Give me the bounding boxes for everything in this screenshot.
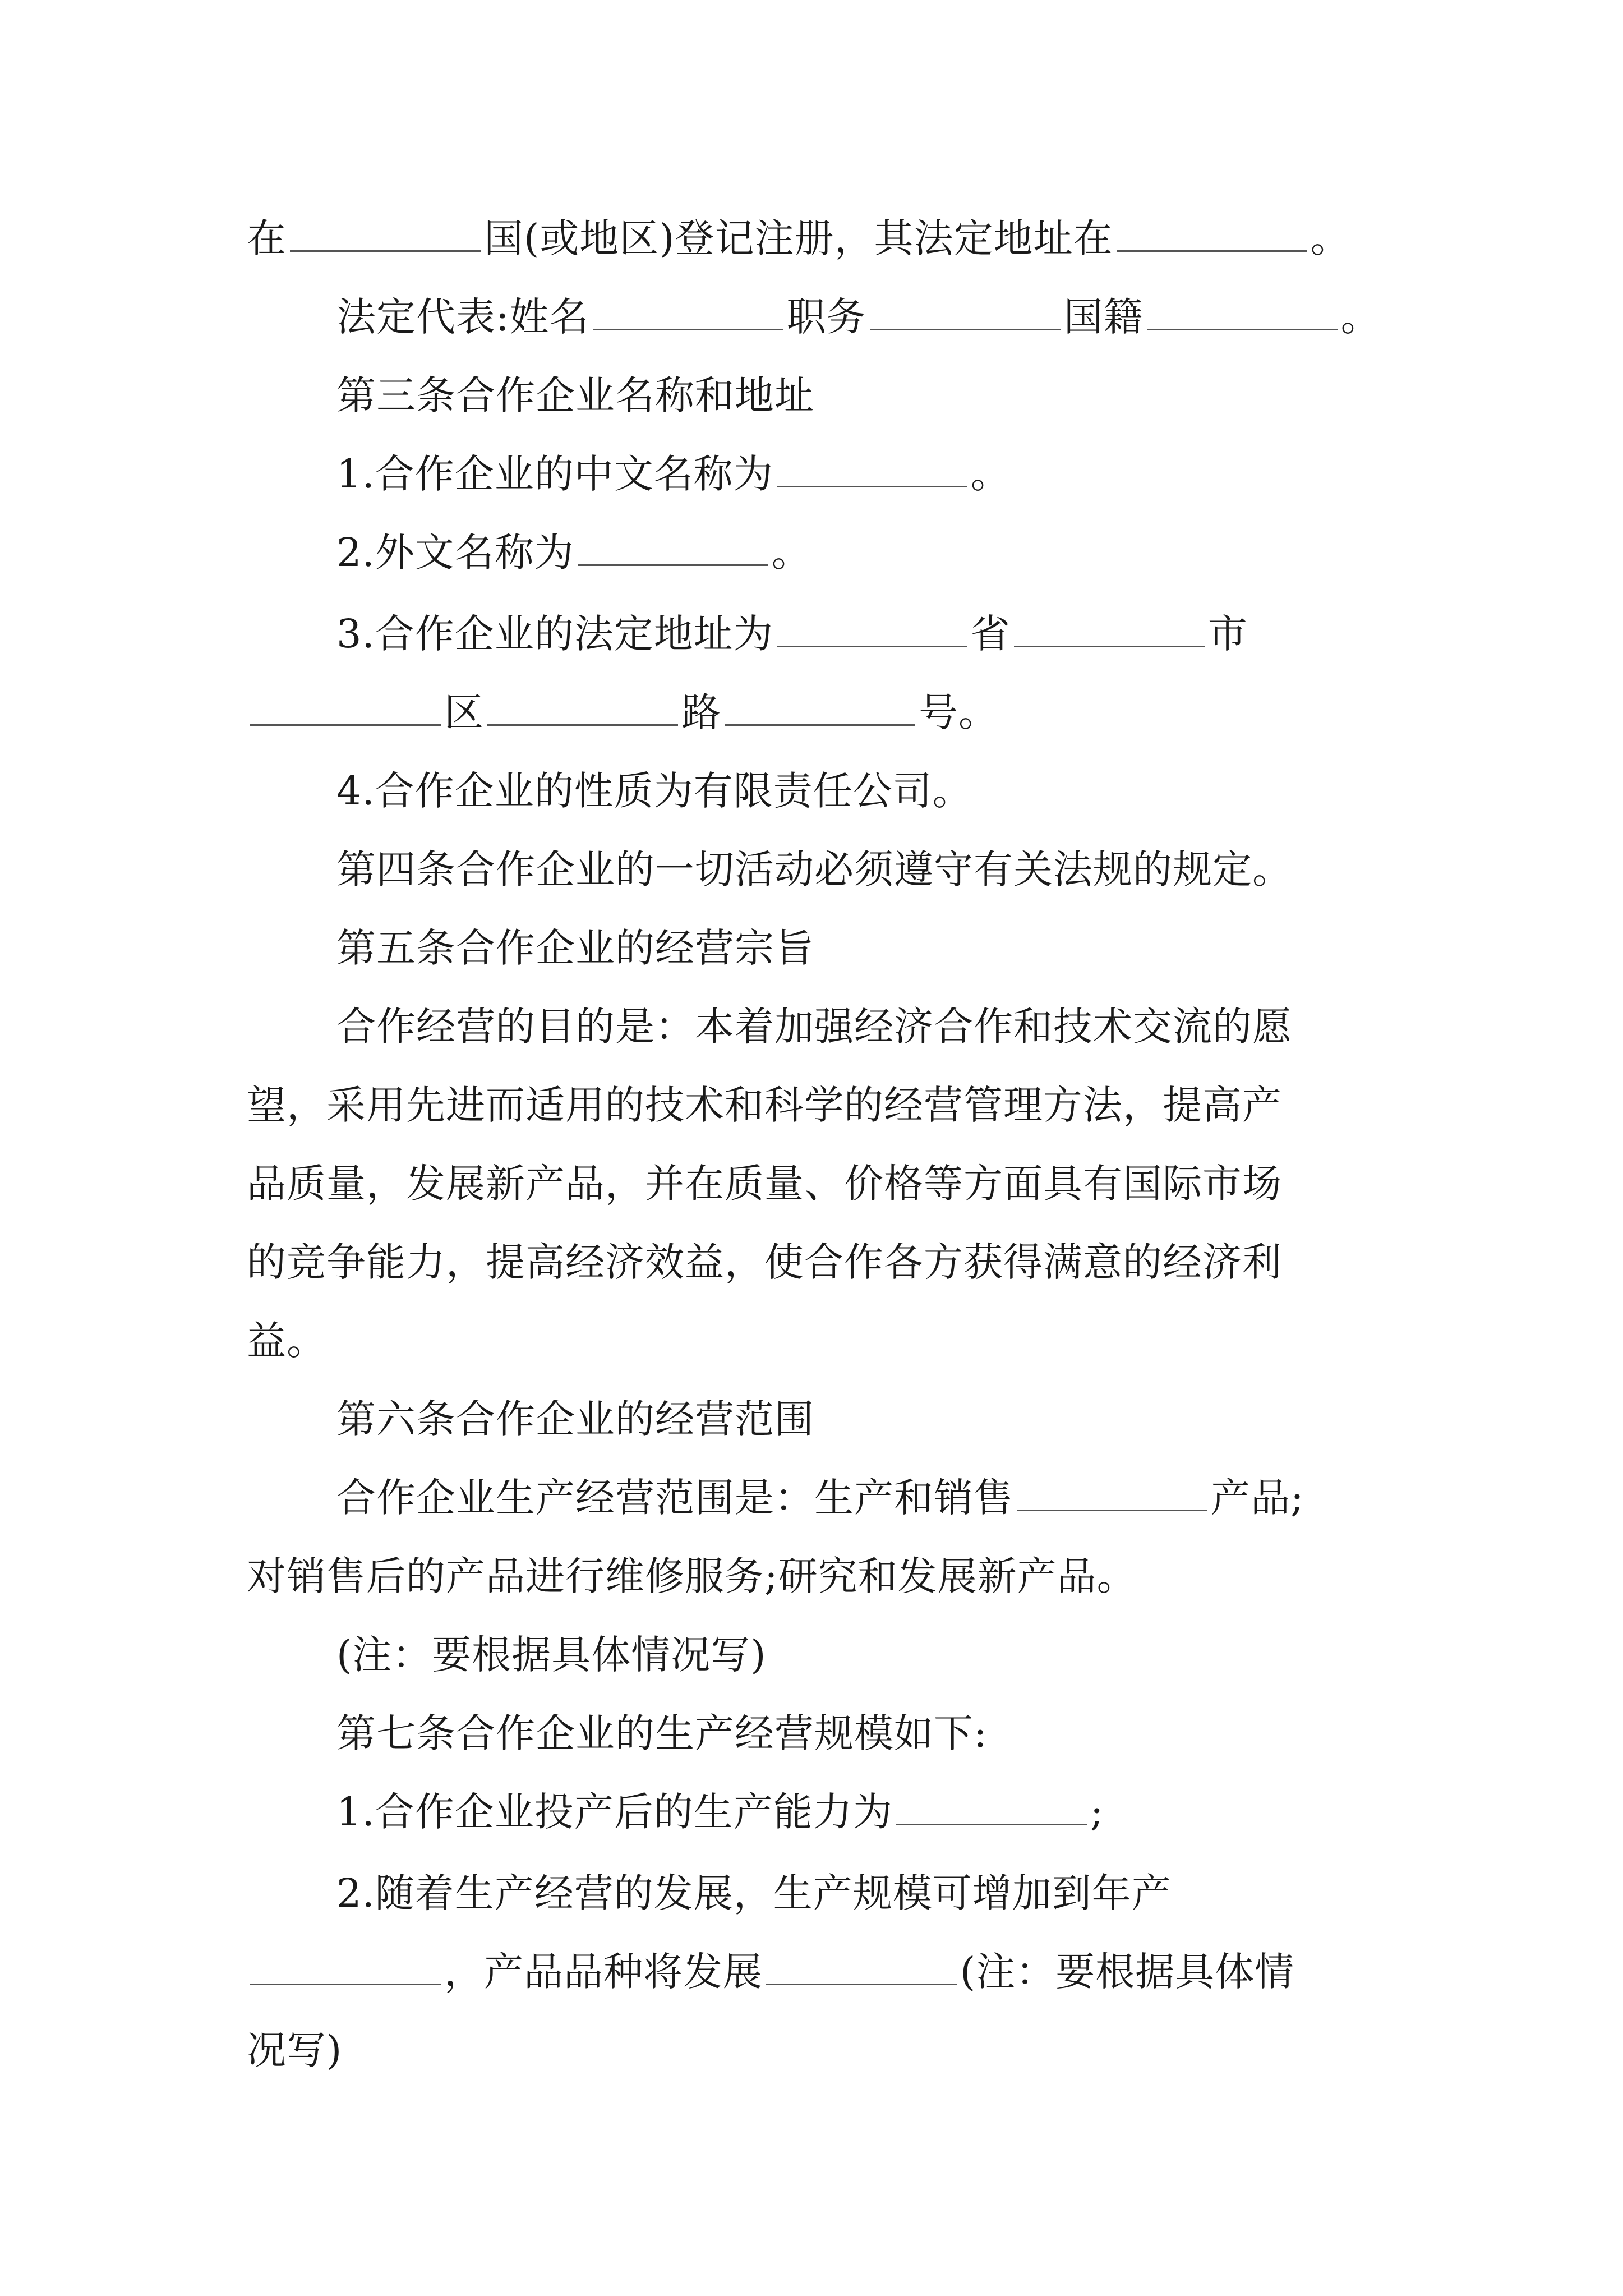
text-line: [247, 1621, 1525, 1688]
text-segment: 第六条合作企业的经营范围: [336, 1396, 814, 1442]
text-segment: 益。: [247, 1318, 326, 1364]
text-segment: 号。: [919, 689, 998, 735]
text-segment: 路: [681, 689, 721, 735]
text-segment: 第五条合作企业的经营宗旨: [336, 925, 814, 971]
text-segment: 市: [1207, 611, 1248, 657]
fill-in-blank: [766, 1950, 957, 1985]
text-segment: 合作经营的目的是：本着加强经济合作和技术交流的愿: [336, 1004, 1292, 1050]
text-line: [247, 1386, 1525, 1453]
text-line: [247, 600, 1525, 668]
text-segment: (注：要根据具体情: [960, 1949, 1295, 1995]
text-line: [247, 679, 1436, 746]
text-segment: (注：要根据具体情况写): [336, 1632, 767, 1678]
text-line: [247, 1228, 1436, 1296]
text-segment: 3.合作企业的法定地址为: [336, 611, 773, 657]
text-line: [247, 362, 1525, 429]
text-segment: ，产品品种将发展: [444, 1949, 763, 1995]
text-line: [247, 2017, 1436, 2084]
fill-in-blank: [1147, 295, 1338, 330]
text-segment: 对销售后的产品进行维修服务;研究和发展新产品。: [247, 1553, 1137, 1599]
text-line: [247, 1543, 1436, 1610]
fill-in-blank: [725, 691, 915, 726]
text-segment: 。: [771, 530, 811, 576]
text-segment: 望，采用先进而适用的技术和科学的经营管理方法，提高产: [247, 1082, 1282, 1128]
text-line: [247, 1778, 1525, 1846]
text-segment: 国籍: [1063, 294, 1144, 340]
fill-in-blank: [593, 295, 783, 330]
text-line: [247, 519, 1525, 586]
fill-in-blank: [250, 691, 441, 726]
text-line: [247, 1938, 1436, 2005]
text-line: [247, 993, 1525, 1060]
text-segment: ;: [1090, 1789, 1104, 1835]
fill-in-blank: [1017, 1476, 1207, 1511]
text-segment: 2.外文名称为: [336, 530, 574, 576]
fill-in-blank: [250, 1950, 441, 1985]
text-line: [247, 1307, 1436, 1374]
text-segment: 。: [970, 451, 1011, 497]
text-segment: 在: [247, 215, 287, 261]
text-line: [247, 914, 1525, 982]
text-segment: 况写): [247, 2027, 343, 2073]
text-line: [247, 205, 1436, 272]
text-segment: 法定代表:姓名: [336, 294, 589, 340]
fill-in-blank: [487, 691, 678, 726]
fill-in-blank: [777, 612, 967, 647]
fill-in-blank: [578, 531, 768, 566]
fill-in-blank: [777, 452, 967, 487]
fill-in-blank: [290, 217, 481, 252]
text-segment: 合作企业生产经营范围是：生产和销售: [336, 1475, 1013, 1521]
fill-in-blank: [870, 295, 1061, 330]
text-line: [247, 1464, 1525, 1531]
text-segment: 职务: [786, 294, 866, 340]
text-line: [247, 1071, 1436, 1139]
text-segment: 。: [1310, 215, 1350, 261]
text-segment: 的竞争能力，提高经济效益，使合作各方获得满意的经济利: [247, 1239, 1282, 1285]
text-segment: 第七条合作企业的生产经营规模如下:: [336, 1710, 988, 1756]
text-line: [247, 1150, 1436, 1217]
text-line: [247, 836, 1525, 903]
fill-in-blank: [1117, 217, 1307, 252]
text-segment: 4.合作企业的性质为有限责任公司。: [336, 768, 972, 814]
text-line: [247, 1700, 1525, 1767]
text-segment: 。: [1340, 294, 1381, 340]
text-segment: 2.随着生产经营的发展，生产规模可增加到年产: [336, 1870, 1172, 1916]
text-segment: 省: [970, 611, 1011, 657]
text-line: [247, 440, 1525, 508]
text-segment: 品质量，发展新产品，并在质量、价格等方面具有国际市场: [247, 1161, 1282, 1207]
text-segment: 1.合作企业的中文名称为: [336, 451, 773, 497]
fill-in-blank: [896, 1790, 1087, 1825]
text-segment: 1.合作企业投产后的生产能力为: [336, 1789, 893, 1835]
fill-in-blank: [1014, 612, 1205, 647]
text-line: [247, 1860, 1525, 1927]
text-segment: 产品;: [1211, 1475, 1304, 1521]
text-segment: 区: [444, 689, 484, 735]
text-line: [247, 757, 1525, 825]
text-segment: 国(或地区)登记注册，其法定地址在: [484, 215, 1113, 261]
text-segment: 第三条合作企业名称和地址: [336, 372, 814, 418]
text-segment: 第四条合作企业的一切活动必须遵守有关法规的规定。: [336, 846, 1292, 892]
text-line: [247, 283, 1525, 351]
